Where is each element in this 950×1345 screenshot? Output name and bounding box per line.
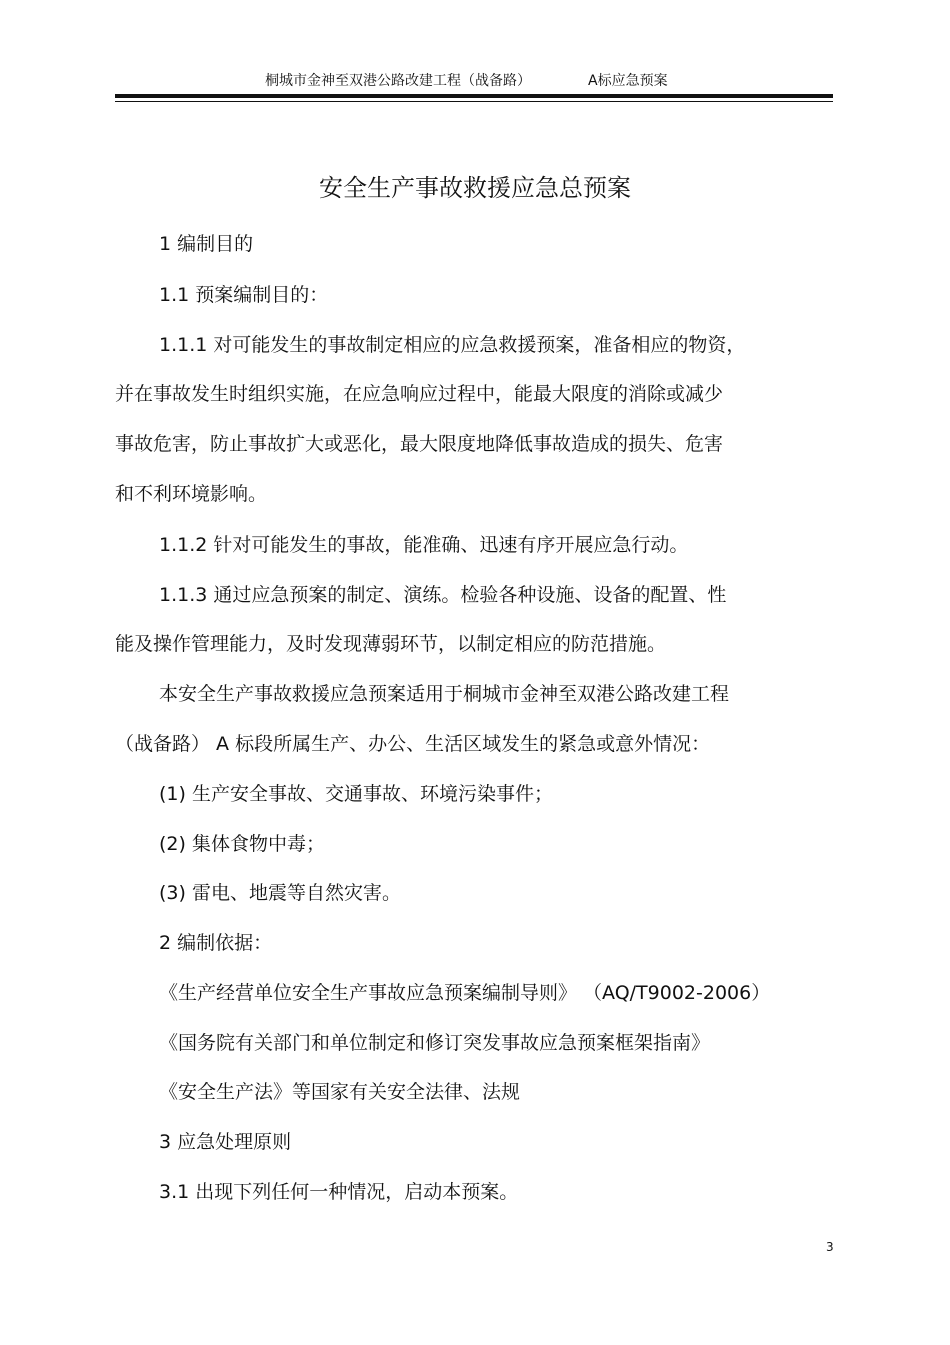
list-item-2: (2) 集体食物中毒； xyxy=(159,833,325,855)
section-heading-2: 2 编制依据： xyxy=(159,932,273,954)
reference-1: 《生产经营单位安全生产事故应急预案编制导则》 （AQ/T9002-2006） xyxy=(159,982,771,1004)
list-item-1: (1) 生产安全事故、交通事故、环境污染事件； xyxy=(159,783,553,805)
paragraph-1-1-3-line1: 1.1.3 通过应急预案的制定、演练。检验各种设施、设备的配置、性 xyxy=(159,584,727,606)
header-project-name: 桐城市金神至双港公路改建工程（战备路） xyxy=(265,73,531,89)
paragraph-1-1-1-line1: 1.1.1 对可能发生的事故制定相应的应急救援预案，准备相应的物资， xyxy=(159,334,746,356)
page-number: 3 xyxy=(826,1240,834,1254)
scope-paragraph-line1: 本安全生产事故救援应急预案适用于桐城市金神至双港公路改建工程 xyxy=(159,683,730,705)
reference-3: 《安全生产法》等国家有关安全法律、法规 xyxy=(159,1081,521,1103)
section-heading-3: 3 应急处理原则 xyxy=(159,1131,292,1153)
list-item-3: (3) 雷电、地震等自然灾害。 xyxy=(159,882,401,904)
header-document-name: A标应急预案 xyxy=(588,73,668,89)
paragraph-1-1-1-line2: 并在事故发生时组织实施，在应急响应过程中，能最大限度的消除或减少 xyxy=(115,383,724,405)
paragraph-1-1-3-line2: 能及操作管理能力，及时发现薄弱环节，以制定相应的防范措施。 xyxy=(115,633,667,655)
document-title: 安全生产事故救援应急总预案 xyxy=(319,174,631,202)
paragraph-1-1-1-line3: 事故危害，防止事故扩大或恶化，最大限度地降低事故造成的损失、危害 xyxy=(115,433,724,455)
subsection-heading-1-1: 1.1 预案编制目的： xyxy=(159,284,329,306)
paragraph-1-1-2: 1.1.2 针对可能发生的事故，能准确、迅速有序开展应急行动。 xyxy=(159,534,689,556)
header-rule-thick xyxy=(115,94,833,98)
header-rule-thin xyxy=(115,101,833,102)
scope-paragraph-line2: （战备路） A 标段所属生产、办公、生活区域发生的紧急或意外情况： xyxy=(115,733,711,755)
reference-2: 《国务院有关部门和单位制定和修订突发事故应急预案框架指南》 xyxy=(159,1032,711,1054)
section-heading-1: 1 编制目的 xyxy=(159,233,254,255)
subsection-heading-3-1: 3.1 出现下列任何一种情况，启动本预案。 xyxy=(159,1181,519,1203)
paragraph-1-1-1-line4: 和不利环境影响。 xyxy=(115,483,268,505)
